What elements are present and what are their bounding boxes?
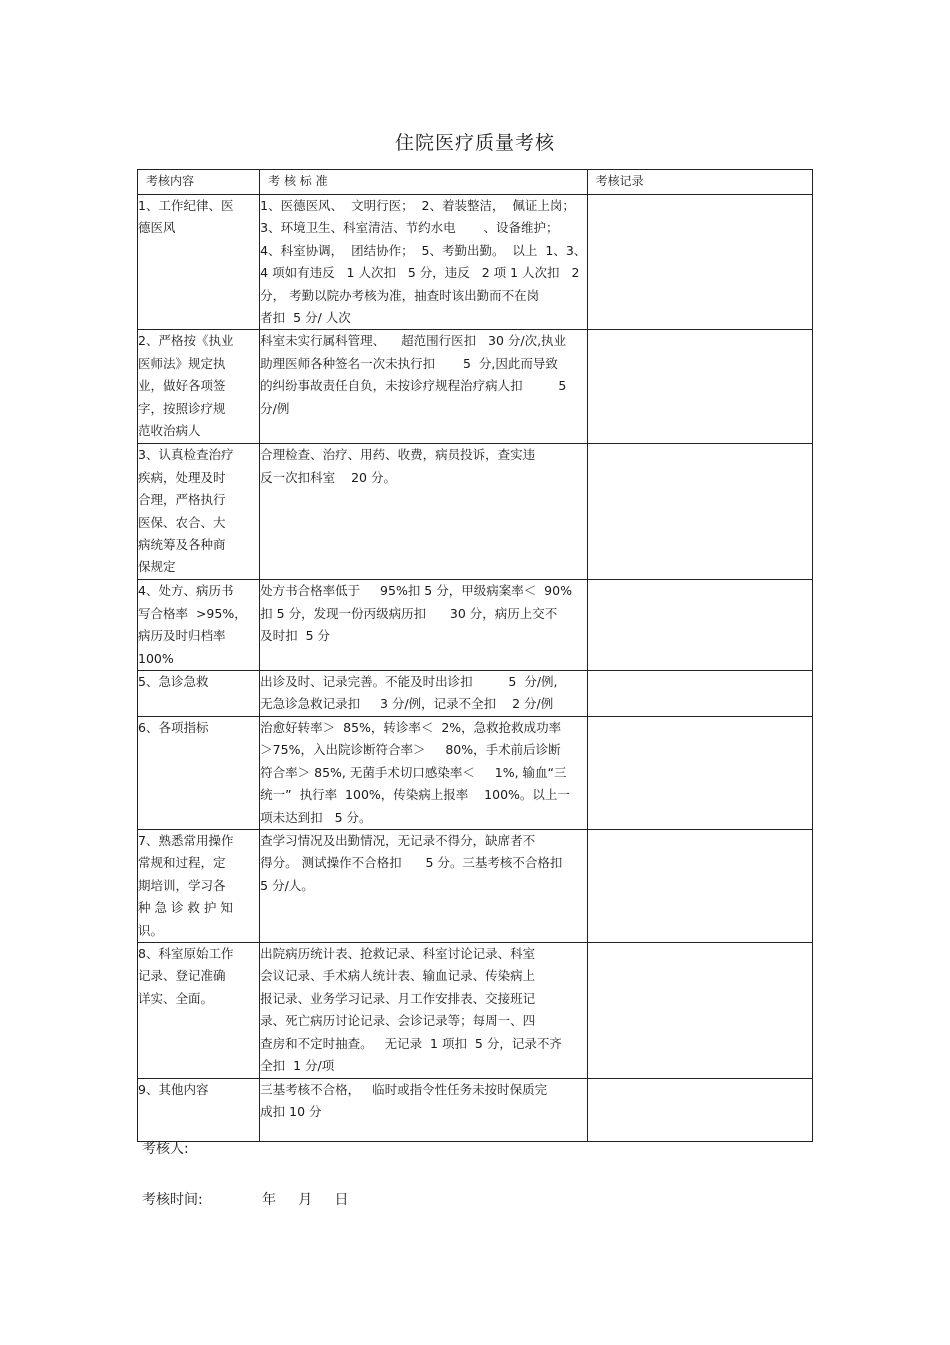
item-line: 记录、登记准确 [138,968,226,984]
criteria-cell [260,829,587,942]
criteria-line: 分/例 [260,400,290,416]
record-cell[interactable] [587,942,812,1078]
item-line: 100% [138,650,174,666]
record-cell[interactable] [587,671,812,717]
criteria-line: 分， 考勤以院办考核为准，抽查时该出勤而不在岗 [260,287,540,303]
table-row [138,1078,813,1141]
criteria-cell [260,444,587,580]
criteria-line: 全扣 1 分/项 [260,1057,335,1073]
criteria-line: 得分。 测试操作不合格扣 5 分。三基考核不合格扣 [260,855,563,871]
examiner-label: 考核人: [142,1141,189,1157]
page-title: 住院医疗质量考核 [394,132,555,154]
table-row [138,444,813,580]
criteria-line: 录、死亡病历讨论记录、会诊记录等；每周一、四 [260,1013,536,1029]
criteria-line: 三基考核不合格， 临时或指令性任务未按时保质完 [260,1081,548,1097]
item-line: 详实、全面。 [138,990,214,1006]
item-cell [138,580,260,671]
criteria-line: 的纠纷事故责任自负，未按诊疗规程治疗病人扣 5 [260,378,567,394]
item-cell [138,671,260,717]
item-line: 7、熟悉常用操作 [138,832,234,848]
item-line: 病历及时归档率 [138,628,226,644]
item-cell [138,716,260,829]
table-row [138,716,813,829]
criteria-line: 4 项如有违反 1 人次扣 5 分，违反 2 项 1 人次扣 2 [260,265,580,281]
criteria-cell [260,195,587,330]
criteria-line: 无急诊急救记录扣 3 分/例，记录不全扣 2 分/例 [260,696,554,712]
item-line: 范收治病人 [138,423,201,439]
item-line: 病统筹及各种商 [138,537,226,553]
criteria-cell [260,716,587,829]
criteria-line: 合理检查、治疗、用药、收费，病员投诉，查实违 [260,447,536,463]
item-line: 写合格率 >95%， [138,605,247,621]
item-line: 识。 [138,922,164,938]
item-line: 期培训，学习各 [138,877,226,893]
record-cell[interactable] [587,444,812,580]
record-cell[interactable] [587,829,812,942]
item-line: 德医风 [138,220,176,236]
record-cell[interactable] [587,580,812,671]
criteria-line: 者扣 5 分/ 人次 [260,310,351,326]
item-line: 字，按照诊疗规 [138,400,226,416]
item-line: 合理，严格执行 [138,492,226,508]
table-row [138,829,813,942]
item-cell [138,942,260,1078]
criteria-line: 治愈好转率＞ 85%，转诊率＜ 2%，急救抢救成功率 [260,719,562,735]
item-line: 医师法》规定执 [138,355,226,371]
item-cell [138,195,260,330]
item-line: 医保、农合、大 [138,514,226,530]
criteria-line: 项未达到扣 5 分。 [260,809,372,825]
record-cell[interactable] [587,1078,812,1141]
assessment-table [137,169,813,1142]
criteria-line: 处方书合格率低于 95%扣 5 分，甲级病案率＜ 90% [260,583,572,599]
assessment-time-label: 考核时间: [142,1192,203,1208]
criteria-line: 会议记录、手术病人统计表、输血记录、传染病上 [260,968,536,984]
criteria-line: 5 分/人。 [260,877,314,893]
item-cell [138,330,260,444]
record-cell[interactable] [587,330,812,444]
criteria-cell [260,671,587,717]
criteria-line: 出院病历统计表、抢救记录、科室讨论记录、科室 [260,945,536,961]
item-line: 3、认真检查治疗 [138,447,234,463]
criteria-cell [260,1078,587,1141]
item-line: 业，做好各项签 [138,378,226,394]
item-line: 5、急诊急救 [138,674,209,690]
criteria-line: 科室未实行属科管理、 超范围行医扣 30 分/次,执业 [260,333,567,349]
item-cell [138,829,260,942]
item-line: 2、严格按《执业 [138,333,234,349]
criteria-cell [260,942,587,1078]
item-line: 1、工作纪律、医 [138,198,234,213]
criteria-cell [260,580,587,671]
item-line: 9、其他内容 [138,1081,209,1097]
table-row [138,330,813,444]
item-cell [138,444,260,580]
item-line: 8、科室原始工作 [138,945,234,961]
item-line: 保规定 [138,559,176,575]
table-row [138,195,813,330]
criteria-line: 统一” 执行率 100%，传染病上报率 100%。以上一 [260,787,570,803]
criteria-line: 查学习情况及出勤情况，无记录不得分，缺席者不 [260,832,536,848]
item-line: 常规和过程，定 [138,855,226,871]
criteria-line: 1、医德医风、 文明行医； 2、着装整洁， 佩证上岗； [260,198,575,213]
criteria-line: 出诊及时、记录完善。不能及时出诊扣 5 分/例, [260,674,558,690]
criteria-line: 及时扣 5 分 [260,628,331,644]
item-line: 疾病，处理及时 [138,469,226,485]
header-criteria: 考 核 标 准 [260,170,587,195]
record-cell[interactable] [587,716,812,829]
table-header-row [138,170,813,195]
assessment-date-units: 年 月 日 [262,1192,349,1208]
record-cell[interactable] [587,195,812,330]
item-line: 6、各项指标 [138,719,209,735]
item-cell [138,1078,260,1141]
criteria-line: 符合率＞ 85%, 无菌手术切口感染率＜ 1%, 输血“三 [260,764,567,780]
criteria-line: 报记录、业务学习记录、月工作安排表、交接班记 [260,990,536,1006]
table-row [138,580,813,671]
header-item: 考核内容 [138,170,260,195]
criteria-line: 查房和不定时抽查。 无记录 1 项扣 5 分，记录不齐 [260,1035,562,1051]
criteria-cell [260,330,587,444]
criteria-line: 4、科室协调， 团结协作； 5、考勤出勤。 以上 1、3、 [260,242,587,258]
criteria-line: 助理医师各种签名一次未执行扣 5 分,因此而导致 [260,355,558,371]
criteria-line: 扣 5 分，发现一份丙级病历扣 30 分，病历上交不 [260,605,558,621]
table-row [138,942,813,1078]
criteria-line: 反一次扣科室 20 分。 [260,469,396,485]
criteria-line: 成扣 10 分 [260,1104,322,1120]
criteria-line: ＞75%，入出院诊断符合率＞ 80%，手术前后诊断 [260,742,561,758]
item-line: 种 急 诊 救 护 知 [138,900,233,916]
item-line: 4、处方、病历书 [138,583,234,599]
criteria-line: 3、环境卫生、科室清洁、节约水电 、设备维护； [260,220,559,236]
table-row [138,671,813,717]
header-record: 考核记录 [587,170,812,195]
